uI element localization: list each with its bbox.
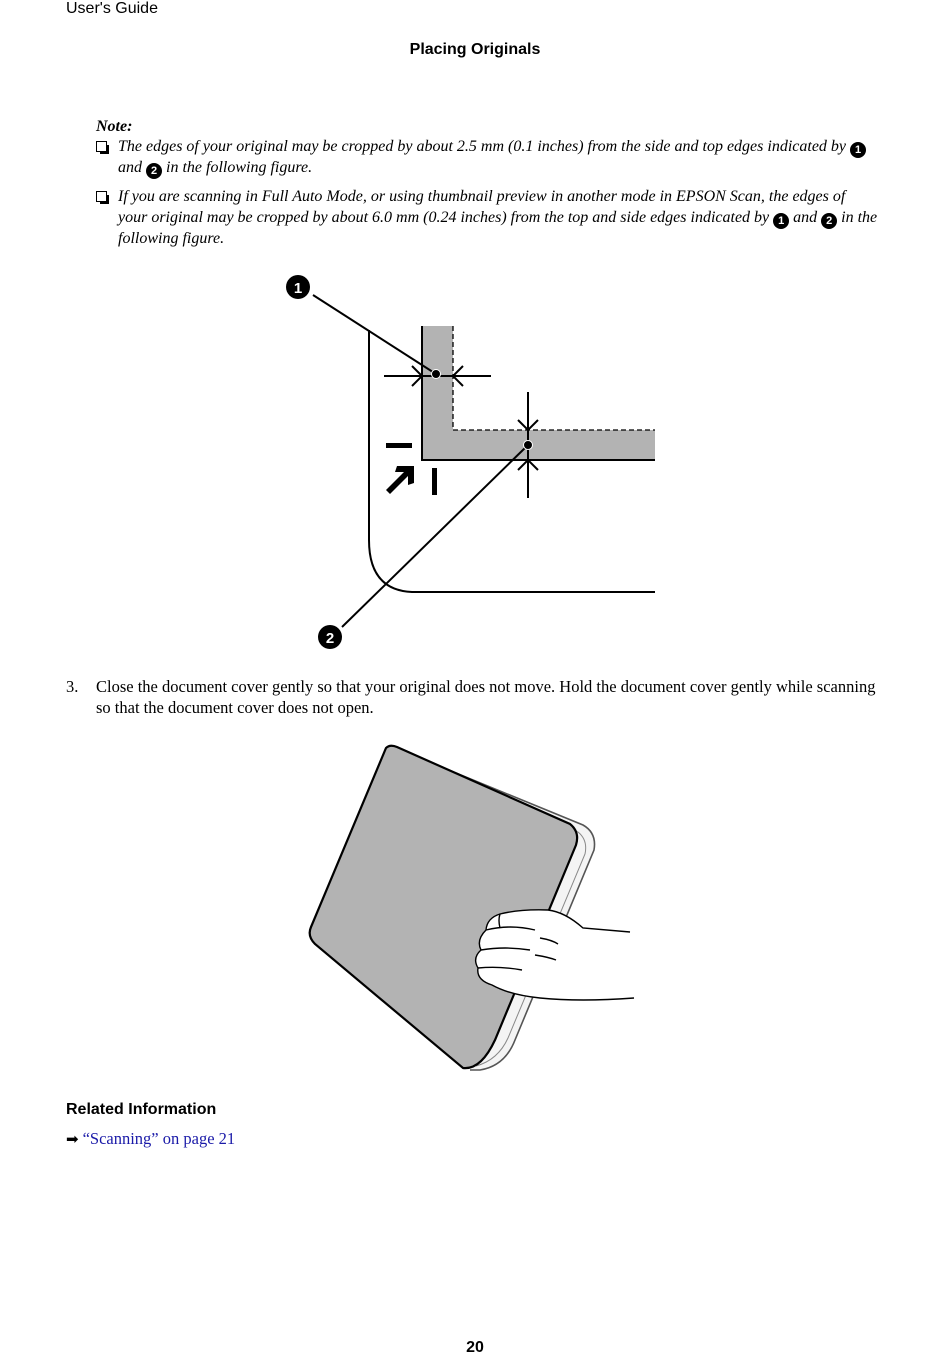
guide-title: User's Guide <box>66 0 158 17</box>
scanner-cover <box>310 746 577 1068</box>
hand-illustration <box>476 910 634 1000</box>
scanning-link[interactable]: “Scanning” on page 21 <box>82 1129 236 1148</box>
note-item-1-text: The edges of your original may be cropped by about 2.5 mm (0.1 inches) from the side and top edges indicated by 1 and 2 in the following figure. <box>118 137 878 179</box>
leader-dot-1 <box>432 370 441 379</box>
right-arrow-icon: ➡ <box>66 1130 79 1148</box>
callout-marker-1: 1 <box>850 142 866 158</box>
callout-2 <box>318 625 342 649</box>
callout-marker-1: 1 <box>773 213 789 229</box>
note-label: Note: <box>96 118 133 135</box>
crop-dashed-line <box>453 326 655 430</box>
step-text: Close the document cover gently so that your original does not move. Hold the document cover gently while scanning so that the document cover does not open. <box>96 677 876 717</box>
page-number: 20 <box>466 1339 484 1356</box>
callout-marker-2: 2 <box>821 213 837 229</box>
related-link-row[interactable] <box>66 1129 235 1149</box>
step-number: 3. <box>66 677 79 696</box>
related-information-heading: Related Information <box>66 1101 217 1118</box>
scanner-cover-illustration <box>310 746 595 1070</box>
svg-text:1: 1 <box>293 280 303 297</box>
callout-1 <box>286 275 310 299</box>
document-corner-gray <box>422 326 655 460</box>
section-title: Placing Originals <box>409 41 541 58</box>
callout-marker-2: 2 <box>146 163 162 179</box>
note-item-2-text: If you are scanning in Full Auto Mode, or using thumbnail preview in another mode in EPSON Scan, the edges of your original may be cropped by about 6.0 mm (0.24 inches) from the top and side edges indicated by 1 and 2 in the following figure. <box>118 188 878 247</box>
leader-dot-2 <box>524 441 533 450</box>
svg-text:2: 2 <box>325 630 335 647</box>
